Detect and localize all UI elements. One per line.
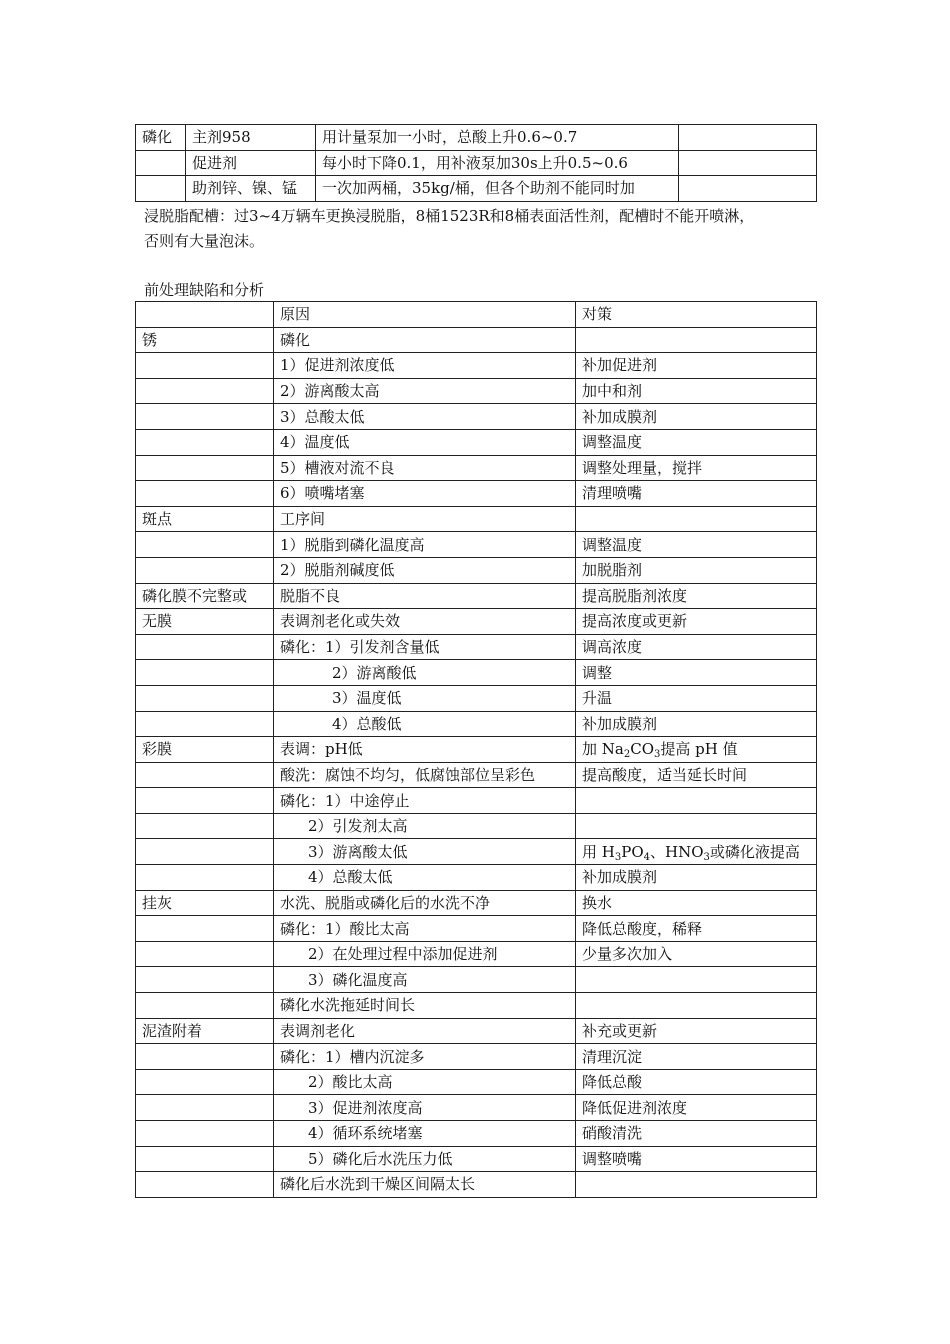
remedy-cell: 降低总酸度，稀释 — [576, 916, 817, 942]
table-row — [136, 711, 817, 737]
note-cell — [679, 150, 817, 176]
remedy-cell: 补加成膜剂 — [576, 711, 817, 737]
acids-mid2: 、HNO — [650, 842, 704, 861]
defect-cell: 彩膜 — [136, 737, 274, 763]
remedy-cell — [576, 506, 817, 532]
note-cell — [679, 125, 817, 151]
cause-cell: 2）引发剂太高 — [274, 813, 576, 839]
defect-cell — [136, 1069, 274, 1095]
remedy-cell: 提高浓度或更新 — [576, 609, 817, 635]
defect-cell — [136, 685, 274, 711]
remedy-cell — [576, 737, 817, 763]
remedy-cell: 清理沉淀 — [576, 1044, 817, 1070]
defect-analysis-table — [135, 301, 817, 1198]
defect-cell — [136, 455, 274, 481]
remedy-cell — [576, 813, 817, 839]
cause-cell: 2）游离酸低 — [274, 660, 576, 686]
table-row — [136, 890, 817, 916]
table-row — [136, 378, 817, 404]
defect-cell — [136, 353, 274, 379]
remedy-cell: 调整温度 — [576, 429, 817, 455]
method-cell: 一次加两桶，35kg/桶，但各个助剂不能同时加 — [316, 176, 679, 202]
remedy-cell: 提高脱脂剂浓度 — [576, 583, 817, 609]
cause-cell: 磷化 — [274, 327, 576, 353]
cause-cell: 酸洗：腐蚀不均匀，低腐蚀部位呈彩色 — [274, 762, 576, 788]
table-row — [136, 404, 817, 430]
remedy-cell: 提高酸度，适当延长时间 — [576, 762, 817, 788]
defect-cell: 泥渣附着 — [136, 1018, 274, 1044]
defect-cell — [136, 1172, 274, 1198]
table-row — [136, 150, 817, 176]
acids-sub3: 3 — [703, 851, 710, 863]
defect-cell — [136, 557, 274, 583]
na2co3-sub2: 3 — [654, 749, 661, 761]
cause-cell: 4）总酸低 — [274, 711, 576, 737]
cause-cell: 2）酸比太高 — [274, 1069, 576, 1095]
remedy-cell: 少量多次加入 — [576, 941, 817, 967]
table-row — [136, 1069, 817, 1095]
defect-cell — [136, 429, 274, 455]
remedy-cell: 降低促进剂浓度 — [576, 1095, 817, 1121]
table-row — [136, 609, 817, 635]
table-row — [136, 455, 817, 481]
defect-cell — [136, 1121, 274, 1147]
cause-cell: 1）脱脂到磷化温度高 — [274, 532, 576, 558]
defect-cell: 锈 — [136, 327, 274, 353]
cause-cell: 3）总酸太低 — [274, 404, 576, 430]
defect-cell — [136, 941, 274, 967]
table-row — [136, 1018, 817, 1044]
paragraph-line-2: 否则有大量泡沫。 — [144, 232, 265, 250]
table-row — [136, 353, 817, 379]
defect-cell — [136, 481, 274, 507]
na2co3-post: 提高 pH 值 — [660, 740, 738, 759]
table-row — [136, 583, 817, 609]
cause-cell: 2）在处理过程中添加促进剂 — [274, 941, 576, 967]
cause-cell: 4）循环系统堵塞 — [274, 1121, 576, 1147]
table-row — [136, 481, 817, 507]
remedy-cell: 加脱脂剂 — [576, 557, 817, 583]
method-cell: 每小时下降0.1，用补液泵加30s上升0.5~0.6 — [316, 150, 679, 176]
defect-cell — [136, 967, 274, 993]
table-row — [136, 1172, 817, 1198]
cause-cell: 脱脂不良 — [274, 583, 576, 609]
acids-post: 或磷化液提高 — [709, 842, 800, 861]
table-row — [136, 839, 817, 865]
cause-cell: 表调剂老化或失效 — [274, 609, 576, 635]
table-row — [136, 762, 817, 788]
table-row — [136, 865, 817, 891]
defect-cell — [136, 404, 274, 430]
cause-cell: 6）喷嘴堵塞 — [274, 481, 576, 507]
cause-cell: 磷化水洗拖延时间长 — [274, 993, 576, 1019]
cause-cell: 工序间 — [274, 506, 576, 532]
table-row — [136, 788, 817, 814]
defect-cell — [136, 865, 274, 891]
header-cell — [136, 302, 274, 328]
table-row — [136, 532, 817, 558]
table-row — [136, 941, 817, 967]
defect-cell — [136, 1044, 274, 1070]
defect-cell — [136, 660, 274, 686]
table-row — [136, 125, 817, 151]
table-row — [136, 993, 817, 1019]
process-cell — [136, 150, 186, 176]
remedy-cell: 调整温度 — [576, 532, 817, 558]
process-cell — [136, 176, 186, 202]
na2co3-mid: CO — [630, 740, 654, 759]
table-row — [136, 967, 817, 993]
cause-cell: 1）促进剂浓度低 — [274, 353, 576, 379]
remedy-cell: 降低总酸 — [576, 1069, 817, 1095]
defect-cell — [136, 813, 274, 839]
table-row — [136, 176, 817, 202]
table-row — [136, 557, 817, 583]
cause-cell: 3）磷化温度高 — [274, 967, 576, 993]
cause-cell: 5）槽液对流不良 — [274, 455, 576, 481]
table-row — [136, 660, 817, 686]
remedy-cell — [576, 1172, 817, 1198]
cause-cell: 4）总酸太低 — [274, 865, 576, 891]
table-row — [136, 1095, 817, 1121]
table-row — [136, 1044, 817, 1070]
remedy-cell: 调整处理量，搅拌 — [576, 455, 817, 481]
cause-cell: 3）温度低 — [274, 685, 576, 711]
cause-cell: 2）脱脂剂碱度低 — [274, 557, 576, 583]
defect-cell — [136, 916, 274, 942]
table-row — [136, 813, 817, 839]
header-cell: 对策 — [576, 302, 817, 328]
note-cell — [679, 176, 817, 202]
cause-cell: 磷化：1）引发剂含量低 — [274, 634, 576, 660]
header-row — [136, 302, 817, 328]
defect-cell — [136, 532, 274, 558]
remedy-cell: 升温 — [576, 685, 817, 711]
remedy-cell: 清理喷嘴 — [576, 481, 817, 507]
agent-cell: 促进剂 — [186, 150, 316, 176]
remedy-cell — [576, 839, 817, 865]
cause-cell: 2）游离酸太高 — [274, 378, 576, 404]
na2co3-pre: 加 Na — [582, 740, 624, 759]
dosing-table — [135, 124, 817, 202]
table-row — [136, 327, 817, 353]
table-row — [136, 634, 817, 660]
remedy-cell: 换水 — [576, 890, 817, 916]
remedy-cell: 硝酸清洗 — [576, 1121, 817, 1147]
remedy-cell — [576, 327, 817, 353]
header-cell: 原因 — [274, 302, 576, 328]
table-row — [136, 429, 817, 455]
agent-cell: 主剂958 — [186, 125, 316, 151]
cause-cell: 表调剂老化 — [274, 1018, 576, 1044]
cause-cell: 3）促进剂浓度高 — [274, 1095, 576, 1121]
table-row — [136, 916, 817, 942]
remedy-cell: 调整 — [576, 660, 817, 686]
agent-cell: 助剂锌、镍、锰 — [186, 176, 316, 202]
acids-sub1: 3 — [614, 851, 622, 863]
defect-cell — [136, 711, 274, 737]
cause-cell: 磷化后水洗到干燥区间隔太长 — [274, 1172, 576, 1198]
defect-cell — [136, 378, 274, 404]
table-row — [136, 506, 817, 532]
remedy-cell — [576, 993, 817, 1019]
defect-cell — [136, 993, 274, 1019]
cause-cell: 磷化：1）中途停止 — [274, 788, 576, 814]
remedy-cell: 调整喷嘴 — [576, 1146, 817, 1172]
defect-cell: 斑点 — [136, 506, 274, 532]
acids-pre: 用 H — [582, 842, 615, 861]
cause-cell: 5）磷化后水洗压力低 — [274, 1146, 576, 1172]
process-cell: 磷化 — [136, 125, 186, 151]
paragraph-line-1: 浸脱脂配槽：过3~4万辆车更换浸脱脂，8桶1523R和8桶表面活性剂，配槽时不能开喷淋， — [144, 207, 755, 225]
defect-cell — [136, 762, 274, 788]
cause-cell: 水洗、脱脂或磷化后的水洗不净 — [274, 890, 576, 916]
cause-cell: 磷化：1）槽内沉淀多 — [274, 1044, 576, 1070]
remedy-cell: 补加成膜剂 — [576, 404, 817, 430]
cause-cell: 4）温度低 — [274, 429, 576, 455]
cause-cell: 磷化：1）酸比太高 — [274, 916, 576, 942]
cause-cell: 3）游离酸太低 — [274, 839, 576, 865]
table-row — [136, 1146, 817, 1172]
defect-cell — [136, 788, 274, 814]
defect-cell: 磷化膜不完整或 — [136, 583, 274, 609]
defect-cell — [136, 634, 274, 660]
remedy-cell: 加中和剂 — [576, 378, 817, 404]
defect-cell: 无膜 — [136, 609, 274, 635]
defect-cell — [136, 1146, 274, 1172]
table-caption: 前处理缺陷和分析 — [144, 281, 265, 299]
defect-cell — [136, 1095, 274, 1121]
table-row — [136, 1121, 817, 1147]
table-row — [136, 737, 817, 763]
remedy-cell: 补加促进剂 — [576, 353, 817, 379]
method-cell: 用计量泵加一小时，总酸上升0.6~0.7 — [316, 125, 679, 151]
remedy-cell: 补加成膜剂 — [576, 865, 817, 891]
acids-sub2: 4 — [643, 851, 650, 863]
table-row — [136, 685, 817, 711]
acids-mid: PO — [621, 842, 644, 861]
cause-cell: 表调：pH低 — [274, 737, 576, 763]
remedy-cell — [576, 967, 817, 993]
na2co3-sub1: 2 — [623, 749, 631, 761]
defect-cell: 挂灰 — [136, 890, 274, 916]
defect-cell — [136, 839, 274, 865]
remedy-cell: 调高浓度 — [576, 634, 817, 660]
remedy-cell: 补充或更新 — [576, 1018, 817, 1044]
remedy-cell — [576, 788, 817, 814]
